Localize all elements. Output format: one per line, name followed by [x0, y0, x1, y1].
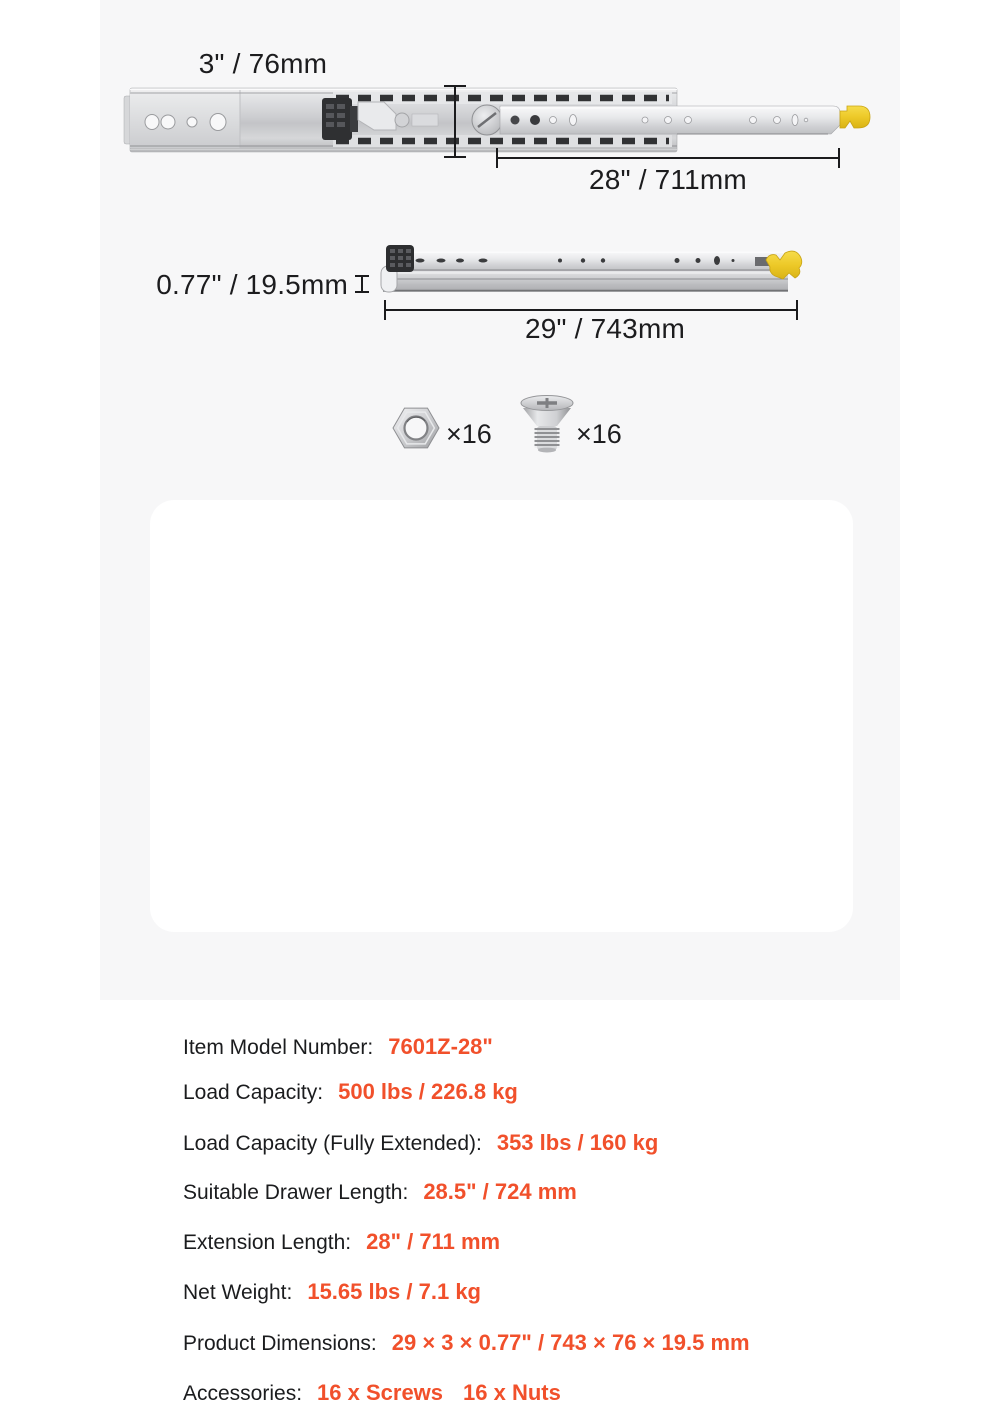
extended-drawer-slide-image [124, 88, 870, 152]
length-dimension-label: 29" / 743mm [525, 313, 685, 344]
spec-value: 353 lbs / 160 kg [496, 1130, 659, 1155]
nut-count-label: ×16 [446, 419, 492, 449]
spec-value: 500 lbs / 226.8 kg [338, 1079, 518, 1104]
thickness-dimension-mark [355, 276, 369, 292]
closed-drawer-slide-image [381, 245, 802, 292]
spec-label: Product Dimensions: [183, 1332, 377, 1355]
spec-label: Suitable Drawer Length: [183, 1181, 409, 1204]
screw-count-label: ×16 [576, 419, 622, 449]
spec-value: 7601Z-28" [388, 1034, 493, 1059]
spec-row-load-capacity-extended [183, 1129, 658, 1157]
yellow-release-clip [840, 106, 870, 128]
spec-row-load-capacity [183, 1078, 518, 1106]
spec-value: 16 x Screws [317, 1380, 444, 1405]
extended-slide-diagram [110, 38, 900, 203]
spec-row-accessories [183, 1379, 561, 1407]
slide-height-dimension-label: 3" / 76mm [198, 48, 328, 79]
spec-label: Item Model Number: [183, 1036, 374, 1059]
spec-value: 29 × 3 × 0.77" / 743 × 76 × 19.5 mm [391, 1330, 750, 1355]
spec-label: Accessories: [183, 1382, 303, 1405]
spec-row-net-weight [183, 1278, 481, 1306]
spec-row-product-dimensions [183, 1329, 750, 1357]
ball-retainer-cage [386, 245, 414, 272]
spec-row-extension-length [183, 1228, 500, 1256]
spec-label: Load Capacity (Fully Extended): [183, 1132, 482, 1155]
spec-value: 16 x Nuts [463, 1380, 561, 1405]
hardware-diagram [378, 385, 640, 467]
spec-label: Load Capacity: [183, 1081, 324, 1104]
spec-label: Net Weight: [183, 1281, 293, 1304]
extension-dimension-label: 28" / 711mm [589, 164, 747, 195]
spec-row-drawer-length [183, 1178, 577, 1206]
spec-row-model-number [183, 1033, 493, 1061]
spec-label: Extension Length: [183, 1231, 352, 1254]
closed-slide-diagram [150, 233, 815, 350]
spec-value: 28.5" / 724 mm [423, 1179, 577, 1204]
nut-icon [393, 408, 439, 448]
spec-value: 15.65 lbs / 7.1 kg [307, 1279, 481, 1304]
cam-adjuster [472, 105, 502, 135]
spec-card [150, 500, 853, 1405]
screw-icon [521, 396, 573, 453]
spec-value: 28" / 711 mm [366, 1229, 501, 1254]
slide-thickness-dimension-label: 0.77" / 19.5mm [156, 269, 348, 300]
